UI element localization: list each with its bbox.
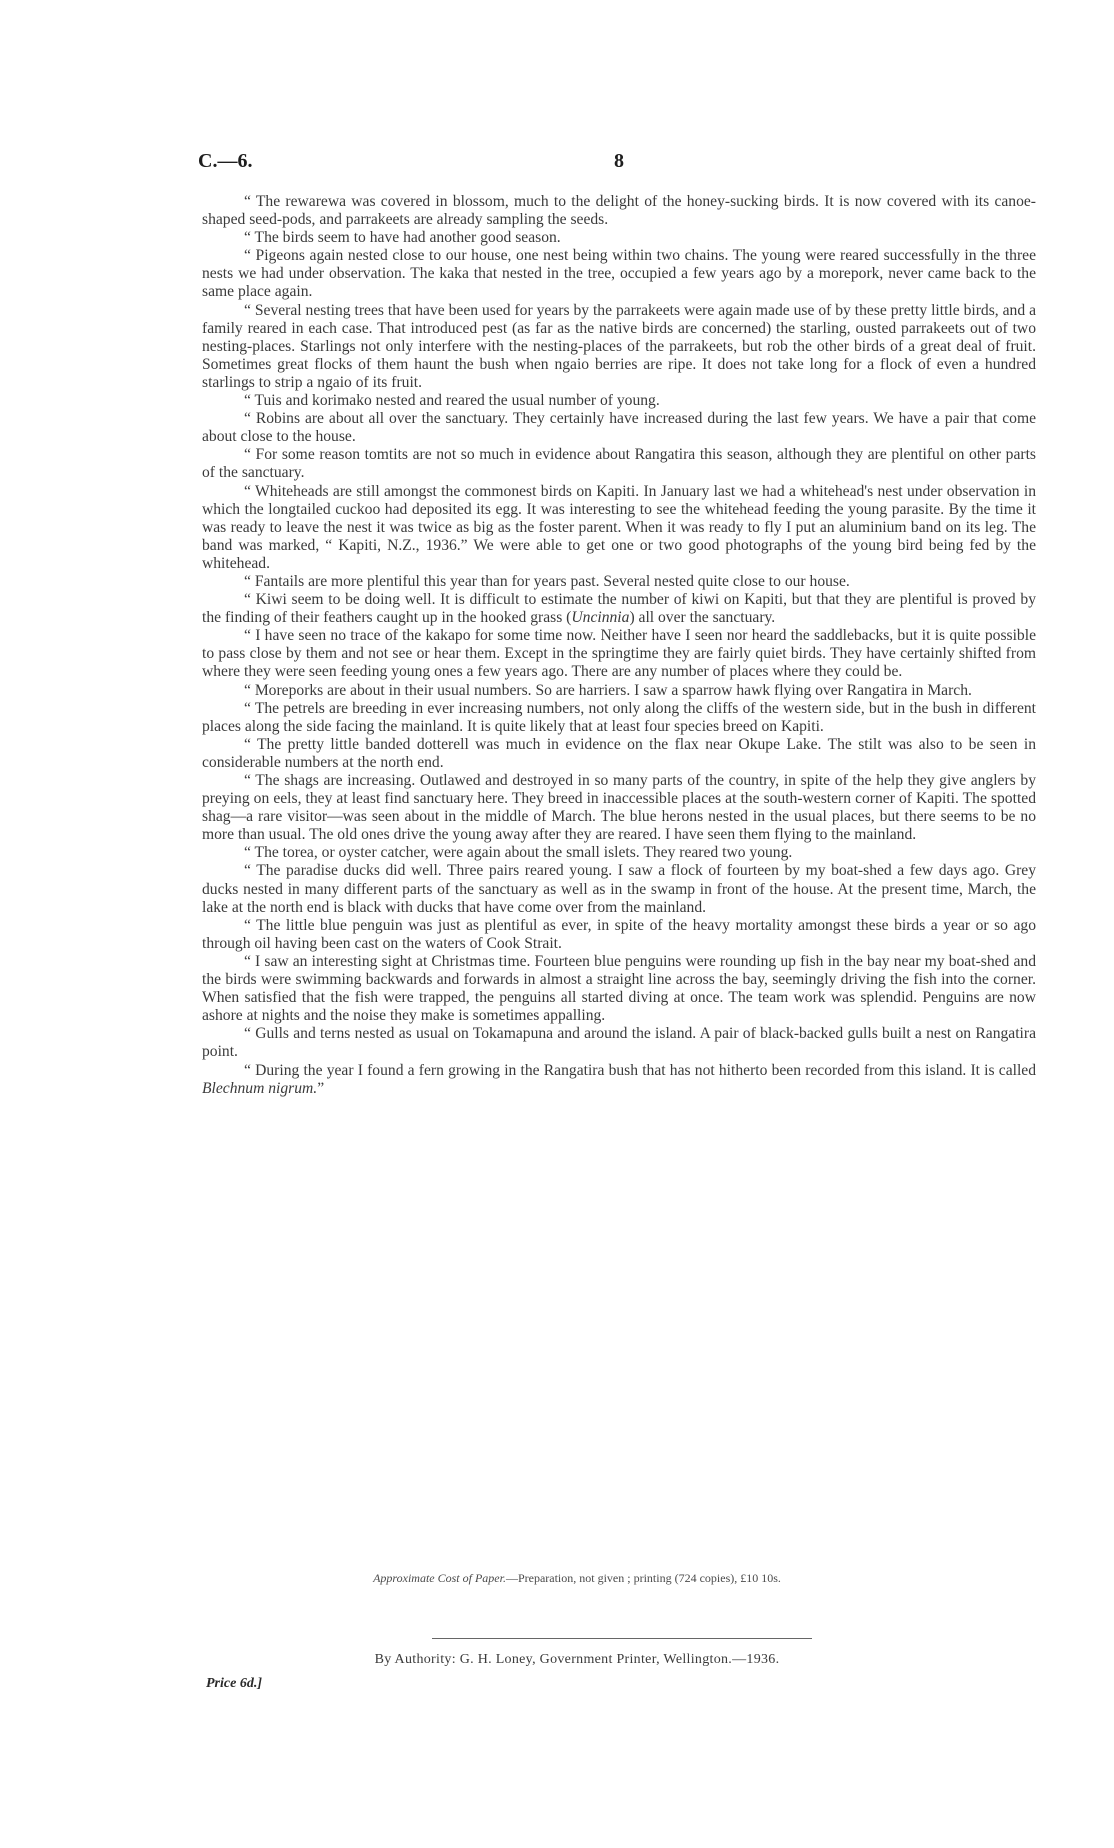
body-paragraph: “ The birds seem to have had another good season.	[244, 229, 561, 247]
price-label: Price 6d.]	[206, 1676, 262, 1691]
body-paragraph: “ Gulls and terns nested as usual on Tokamapuna and around the island. A pair of black-backed gulls built a nest on Rangatira point.	[202, 1025, 1036, 1061]
page-header	[198, 150, 1038, 180]
body-paragraph: “ The shags are increasing. Outlawed and destroyed in so many parts of the country, in spite of the help they give anglers by preying on eels, they at least find sanctuary here. They breed in inaccessible places at the south-western corner of Kapiti. The spotted shag—a rare visitor—was seen about in the middle of March. The blue herons nested in the usual places, but there seems to be no more than usual. The old ones drive the young away after they are reared. I have seen them flying to the mainland.	[202, 772, 1036, 844]
body-paragraph: “ The petrels are breeding in ever increasing numbers, not only along the cliffs of the western side, but in the bush in different places along the side facing the mainland. It is quite likely that at least four species breed on Kapiti.	[202, 699, 1036, 735]
body-paragraph: “ Several nesting trees that have been used for years by the parrakeets were again made use of by these pretty little birds, and a family reared in each case. That introduced pest (as far as the native birds are concerned) the starling, ousted parrakeets out of two nesting-places. Starlings not only interfere with the nesting-places of the parrakeets, but rob the other birds of a great deal of fruit. Sometimes great flocks of them haunt the bush when ngaio berries are ripe. It does not take long for a flock of even a hundred starlings to strip a ngaio of its fruit.	[202, 301, 1036, 391]
body-paragraph: “ The torea, or oyster catcher, were again about the small islets. They reared two young.	[244, 844, 793, 862]
cost-text: —Preparation, not given ; printing (724 copies), £10 10s.	[505, 1571, 781, 1585]
cost-label: Approximate Cost of Paper.	[373, 1571, 506, 1585]
body-paragraph: “ Pigeons again nested close to our house, one nest being within two chains. The young were reared successfully in the three nests we had under observation. The kaka that nested in the tree, occupied a few years ago by a morepork, never came back to the same place again.	[202, 247, 1036, 301]
paragraph-text: “ During the year I found a fern growing in the Rangatira bush that has not hitherto been recorded from this island. It is called	[244, 1061, 1036, 1079]
paper-code: C.—6.	[198, 150, 253, 172]
page-number: 8	[614, 150, 624, 172]
paragraph-text: ”	[317, 1079, 325, 1097]
body-paragraph	[202, 1062, 1036, 1098]
body-paragraph: “ The pretty little banded dotterell was much in evidence on the flax near Okupe Lake. The stilt was also to be seen in considerable numbers at the north end.	[202, 735, 1036, 771]
body-paragraph: “ The rewarewa was covered in blossom, much to the delight of the honey-sucking birds. It is now covered with its canoe-shaped seed-pods, and parrakeets are already sampling the seeds.	[202, 193, 1036, 229]
divider-rule	[432, 1638, 812, 1639]
paragraph-text: “ Kiwi seem to be doing well. It is difficult to estimate the number of kiwi on Kapiti, but that they are plentiful is proved by the finding of their feathers caught up in the hooked grass (	[202, 591, 1036, 627]
report-body	[202, 193, 1036, 1098]
body-paragraph: “ Tuis and korimako nested and reared the usual number of young.	[244, 392, 660, 410]
body-paragraph: “ The paradise ducks did well. Three pairs reared young. I saw a flock of fourteen by my boat-shed a few days ago. Grey ducks nested in many different parts of the sanctuary as well as in the swamp in front of the house. At the present time, March, the lake at the north end is black with ducks that have come over from the mainland.	[202, 862, 1036, 916]
body-paragraph	[202, 591, 1036, 627]
body-paragraph: “ Robins are about all over the sanctuary. They certainly have increased during the last few years. We have a pair that come about close to the house.	[202, 410, 1036, 446]
printer-authority: By Authority: G. H. Loney, Government Printer, Wellington.—1936.	[374, 1652, 780, 1667]
body-paragraph: “ The little blue penguin was just as plentiful as ever, in spite of the heavy mortality amongst these birds a year or so ago through oil having been cast on the waters of Cook Strait.	[202, 916, 1036, 952]
body-paragraph: “ For some reason tomtits are not so much in evidence about Rangatira this season, although they are plentiful on other parts of the sanctuary.	[202, 446, 1036, 482]
body-paragraph: “ Whiteheads are still amongst the commonest birds on Kapiti. In January last we had a whitehead's nest under observation in which the longtailed cuckoo had deposited its egg. It was interesting to see the whitehead feeding the young parasite. By the time it was ready to leave the nest it was twice as big as the foster parent. When it was ready to fly I put an aluminium band on its leg. The band was marked, “ Kapiti, N.Z., 1936.” We were able to get one or two good photographs of the young bird being fed by the whitehead.	[202, 482, 1036, 572]
body-paragraph: “ I saw an interesting sight at Christmas time. Fourteen blue penguins were rounding up fish in the bay near my boat-shed and the birds were swimming backwards and forwards in almost a straight line across the bay, seemingly driving the fish into the corner. When satisfied that the fish were trapped, the penguins all started diving at once. The team work was splendid. Penguins are now ashore at nights and the noise they make is sometimes appalling.	[202, 952, 1036, 1025]
paragraph-text: ) all over the sanctuary.	[629, 609, 776, 627]
body-paragraph: “ Moreporks are about in their usual numbers. So are harriers. I saw a sparrow hawk flying over Rangatira in March.	[244, 681, 972, 699]
body-paragraph: “ I have seen no trace of the kakapo for some time now. Neither have I seen nor heard the saddlebacks, but it is quite possible to pass close by them and not see or hear them. Except in the springtime they are fairly quiet birds. They have certainly shifted from where they were seen feeding young ones a few years ago. There are any number of places where they could be.	[202, 627, 1036, 681]
cost-note	[0, 1571, 1114, 1586]
body-paragraph: “ Fantails are more plentiful this year than for years past. Several nested quite close to our house.	[244, 572, 850, 590]
paragraph-italic: Uncinnia	[571, 609, 630, 627]
paragraph-italic: Blechnum nigrum.	[202, 1079, 318, 1097]
